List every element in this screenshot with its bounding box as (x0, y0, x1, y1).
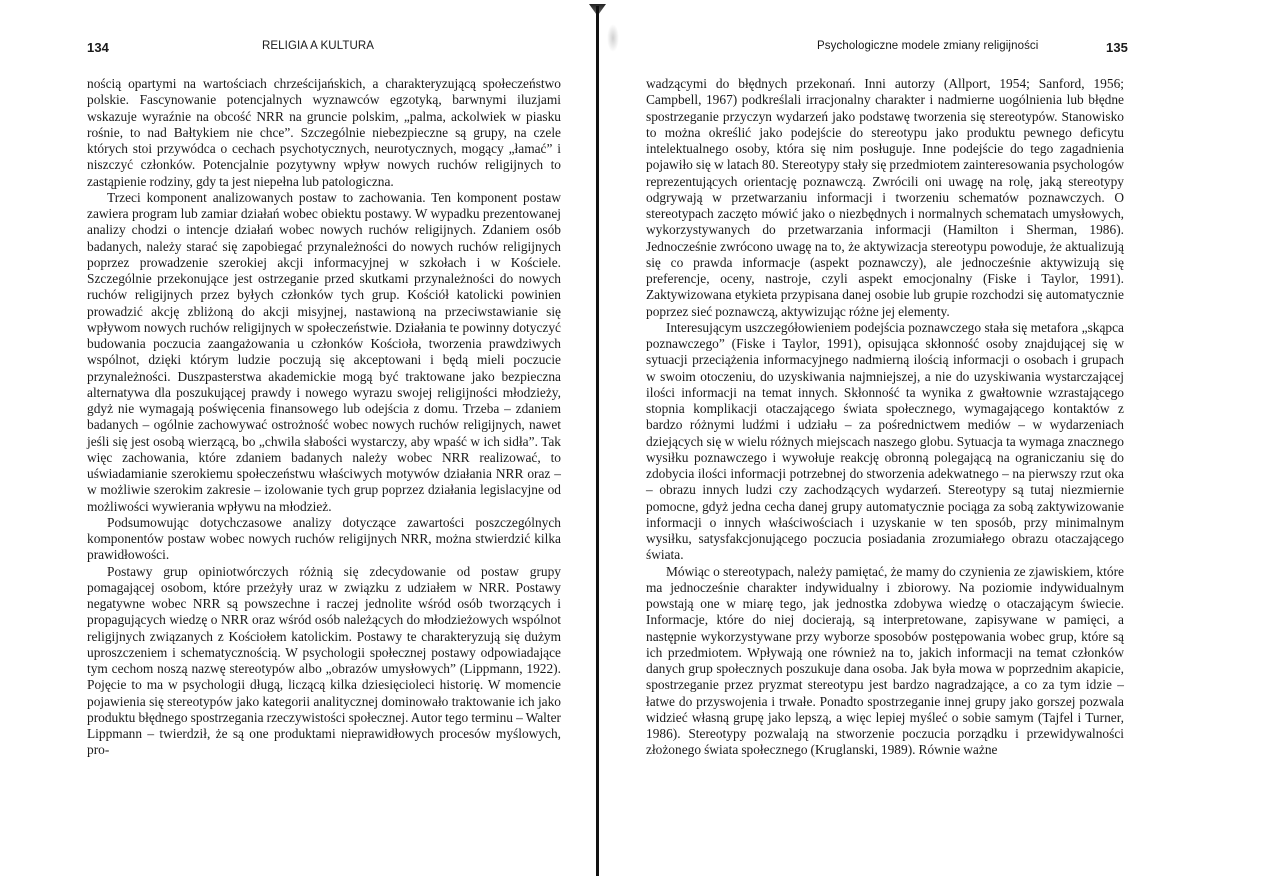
left-paragraph-4: Postawy grup opiniotwórczych różnią się zdecydowanie od postaw grupy pomagającej osobom, które przeżyły uraz w związku z udziałem w NRR. Postawy negatywne wobec NRR są powszechne i raczej jednolite wśród osób tworzących i propagujących wiedzę o NRR oraz wśród osób należących do młodzieżowych wspólnot religijnych związanych z Kościołem katolickim. Postawy te charakteryzują się dużym uproszczeniem i schematycznością. W psychologii społecznej postawy odpowiadające tym cechom noszą nazwę stereotypów albo „obrazów umysłowych” (Lippmann, 1922). Pojęcie to ma w psychologii długą, liczącą kilka dziesięcioleci historię. W momencie pojawienia się stereotypów jako kategorii analitycznej dominowało traktowanie ich jako produktu błędnego spostrzegania rzeczywistości społecznej. Autor tego terminu – Walter Lippmann – twierdził, że są one produktami nieprawidłowych procesów myślowych, pro- (87, 563, 561, 758)
left-paragraph-1: nością opartymi na wartościach chrześcijańskich, a charakteryzującą społeczeństwo polskie. Fascynowanie potencjalnych wyznawców egzotyką, barwnymi iluzjami wskazuje wyraźnie na obcość NRR na gruncie polskim, „palma, ackolwiek w piasku rośnie, to nad Bałtykiem nie chce”. Szczególnie niebezpieczne są grupy, na czele których stoi przywódca o cechach psychotycznych, neurotycznych, mogący „łamać” i niszczyć członków. Potencjalnie pozytywny wpływ nowych ruchów religijnych to zastąpienie rodziny, gdy ta jest niepełna lub patologiczna. (87, 76, 561, 189)
left-body-text (87, 76, 561, 759)
right-body-text (646, 76, 1124, 759)
left-running-title: RELIGIA A KULTURA (262, 40, 375, 52)
left-paragraph-3: Podsumowując dotychczasowe analizy dotyczące zawartości poszczególnych komponentów postaw wobec nowych ruchów religijnych NRR, można stwierdzić kilka prawidłowości. (87, 514, 561, 563)
right-paragraph-1: wadzącymi do błędnych przekonań. Inni autorzy (Allport, 1954; Sanford, 1956; Campbell, 1967) podkreślali irracjonalny charakter i nadmierne uogólnienia lub błędne spostrzeganie przyczyn wydarzeń jako podstawę tworzenia się stereotypów. Stanowisko to można określić jako podejście do stereotypu jako produktu pewnego deficytu intelektualnego osoby, która się nim posługuje. Inne podejście do tego zagadnienia pojawiło się w latach 80. Stereotypy stały się przedmiotem zainteresowania psychologów reprezentujących orientację poznawczą. Zwrócili oni uwagę na rolę, jaką stereotypy odgrywają w przetwarzaniu informacji i tworzeniu schematów poznawczych. O stereotypach zaczęto mówić jako o niezbędnych i normalnych schematach umysłowych, wykorzystywanych do przetwarzania informacji (Hamilton i Sherman, 1986). Jednocześnie zwrócono uwagę na to, że aktywizacja stereotypu powoduje, że aktualizują się co prawda informacje (aspekt poznawczy), ale jednocześnie aktywizują się preferencje, oceny, nastroje, czyli aspekt emocjonalny (Fiske i Taylor, 1991). Zaktywizowana etykieta przypisana danej osobie lub grupie rozchodzi się automatycznie poprzez sieć poznawczą, aktywizując różne jej elementy. (646, 76, 1124, 319)
left-paragraph-2: Trzeci komponent analizowanych postaw to zachowania. Ten komponent postaw zawiera program lub zamiar działań wobec obiektu postawy. W wypadku prezentowanej analizy chodzi o intencje działań wobec nowych ruchów religijnych. Zdaniem osób badanych, należy starać się zapobiegać przynależności do nowych ruchów religijnych poprzez prowadzenie szerokiej akcji informacyjnej w szkołach i w Kościele. Szczególnie przekonujące jest ostrzeganie przed skutkami przynależności do nowych ruchów religijnych przez byłych członków tych grup. Kościół katolicki powinien prowadzić akcję zbliżoną do akcji misyjnej, nastawioną na przeciwstawianie się wpływom nowych ruchów religijnych w społeczeństwie. Działania te powinny dotyczyć budowania poczucia zaangażowania u członków Kościoła, tworzenia prawdziwych wspólnot, dzięki którym ludzie poczują się akceptowani i będą mieli poczucie przynależności. Duszpasterstwa akademickie mogą być traktowane jako bezpieczna alternatywa dla poszukującej prawdy i nowego wyrazu swojej religijności młodzieży, gdyż nie wymagają poświęcenia finansowego lub odejścia z domu. Trzeba – zdaniem badanych – ogólnie zachowywać ostrożność wobec nowych ruchów religijnych, nawet jeśli się jest osobą wierzącą, bo „chwila słabości wystarczy, aby wpaść w ich sidła”. Tak więc zachowania, które zdaniem badanych należy wobec NRR realizować, to uświadamianie szerokiemu społeczeństwu właściwych motywów działania NRR oraz – w możliwie szerokim zakresie – izolowanie tych grup poprzez działania legislacyjne od możliwości wywierania wpływu na młodzież. (87, 189, 561, 514)
right-paragraph-2: Interesującym uszczegółowieniem podejścia poznawczego stała się metafora „skąpca poznawczego” (Fiske i Taylor, 1991), opisująca skłonność osoby znajdującej się w sytuacji przeciążenia informacyjnego nadmierną ilością informacji o osobach i grupach w swoim otoczeniu, do uzyskiwania najmniejszej, a nie do uzyskiwania wystarczającej ilości informacji na temat innych. Skłonność ta wynika z gwałtownie wzrastającego stopnia komplikacji otaczającego świata społecznego, wymagającego kontaktów z bardzo różnymi ludźmi i udziału – za pośrednictwem mediów – w wydarzeniach dziejących się w wielu różnych miejscach naszego globu. Sytuacja ta wymaga znacznego wysiłku poznawczego i wywołuje reakcję obronną polegającą na ograniczaniu się do zdobycia ilości informacji potrzebnej do stworzenia adekwatnego – na pierwszy rzut oka – obrazu innych ludzi czy zachodzących wydarzeń. Stereotypy są tutaj niezmiernie pomocne, gdyż jedna cecha danej grupy automatycznie pociąga za sobą zaktywizowanie informacji o innych właściwościach i uzyskanie w ten sposób, przy minimalnym wysiłku, satysfakcjonującego poczucia posiadania zrozumiałego obrazu otaczającego świata. (646, 319, 1124, 563)
left-page (0, 0, 600, 893)
right-page-number: 135 (1106, 40, 1128, 55)
left-page-number: 134 (87, 40, 109, 55)
right-page (605, 0, 1263, 893)
right-running-title: Psychologiczne modele zmiany religijności (817, 40, 1039, 52)
right-paragraph-3: Mówiąc o stereotypach, należy pamiętać, że mamy do czynienia ze zjawiskiem, które ma jednocześnie charakter indywidualny i zbiorowy. Na poziomie indywidualnym powstają one w miarę tego, jak jednostka zdobywa wiedzę o otaczającym świecie. Informacje, które do niej docierają, są interpretowane, zapisywane w pamięci, a następnie wykorzystywane przy wyborze sposobów postępowania wobec grup, które są ich przedmiotem. Wpływają one również na to, jakich informacji na temat członków danych grup społecznych poszukuje dana osoba. Jak była mowa w poprzednim akapicie, spostrzeganie przez pryzmat stereotypu jest bardzo nagradzające, a co za tym idzie – łatwe do przyswojenia i trwałe. Ponadto spostrzeganie innej grupy jako gorszej pozwala widzieć własną grupę jako lepszą, a więc lepiej myśleć o sobie samym (Tajfel i Turner, 1986). Stereotypy pozwalają na stworzenie poczucia porządku i przewidywalności złożonego świata społecznego (Kruglanski, 1989). Równie ważne (646, 563, 1124, 758)
book-spine (596, 6, 599, 876)
